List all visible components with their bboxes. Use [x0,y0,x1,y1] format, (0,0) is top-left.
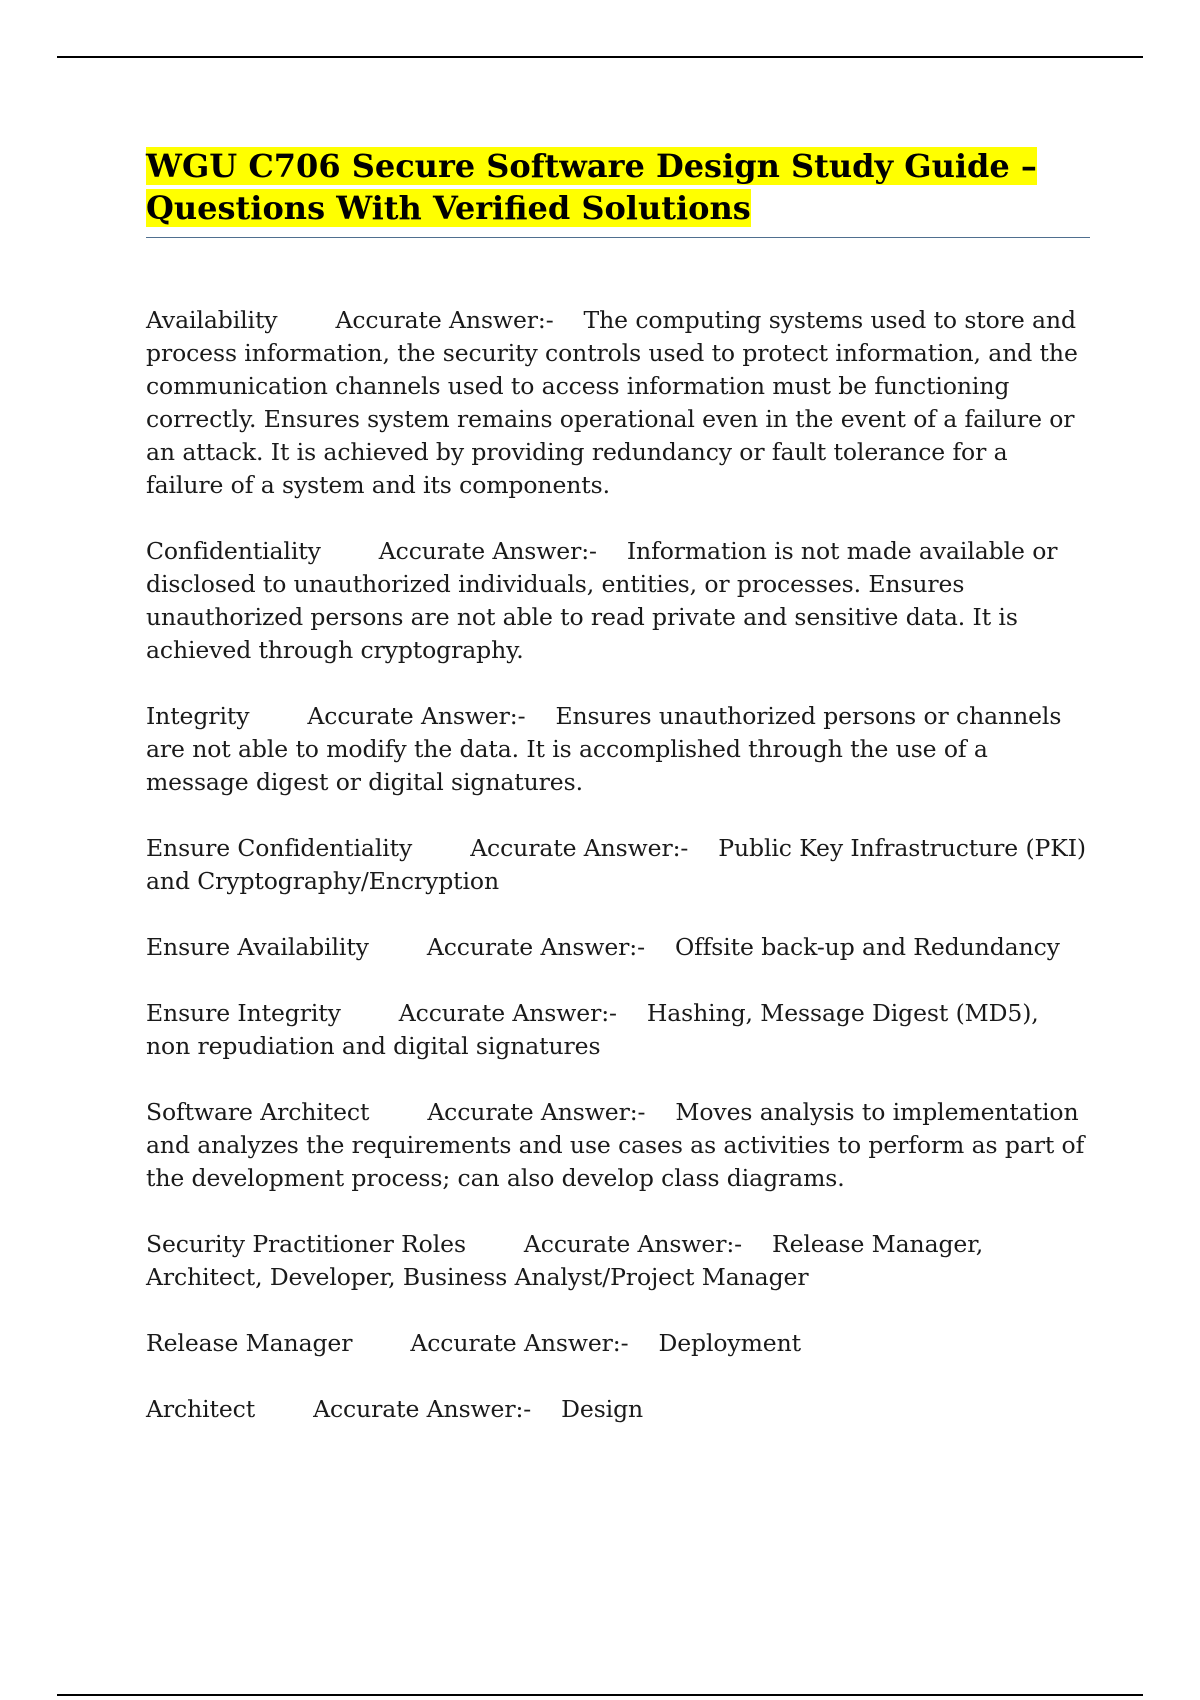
qa-term: Architect [146,1395,256,1423]
qa-answer: Hashing, Message Digest (MD5), non repudiation and digital signatures [146,999,1039,1060]
answer-label: Accurate Answer:- [307,702,526,730]
answer-label: Accurate Answer:- [470,834,689,862]
title-block [146,145,1090,238]
qa-answer: Ensures unauthorized persons or channels are not able to modify the data. It is accomplished through the use of a message digest or digital signatures. [146,702,1062,796]
qa-answer: Release Manager, Architect, Developer, Business Analyst/Project Manager [146,1230,984,1291]
answer-label: Accurate Answer:- [427,1098,646,1126]
answer-label: Accurate Answer:- [398,999,617,1027]
qa-entry [146,931,1090,964]
qa-term: Ensure Availability [146,933,369,961]
qa-term: Integrity [146,702,250,730]
page-bottom-rule [57,1694,1143,1696]
qa-entry [146,1327,1090,1360]
qa-answer: The computing systems used to store and process information, the security controls used to protect information, and the communication channels used to access information must be functioning correctly. Ensures system remains operational even in the event of a failure or an attack. It is achieved by providing redundancy or fault tolerance for a failure of a system and its components. [146,306,1078,499]
answer-label: Accurate Answer:- [313,1395,532,1423]
qa-entry [146,1096,1090,1195]
qa-answer: Design [561,1395,644,1423]
answer-label: Accurate Answer:- [410,1329,629,1357]
qa-term: Ensure Confidentiality [146,834,413,862]
qa-term: Ensure Integrity [146,999,341,1027]
qa-entry [146,304,1090,502]
document-title-text: WGU C706 Secure Software Design Study Guide – Questions With Verified Solutions [146,147,1037,227]
qa-entry [146,700,1090,799]
qa-entry [146,997,1090,1063]
qa-entry [146,535,1090,667]
answer-label: Accurate Answer:- [378,537,597,565]
qa-term: Security Practitioner Roles [146,1230,466,1258]
qa-term: Release Manager [146,1329,353,1357]
page-top-rule [57,56,1143,58]
qa-answer: Moves analysis to implementation and analyzes the requirements and use cases as activities to perform as part of the development process; can also develop class diagrams. [146,1098,1085,1192]
answer-label: Accurate Answer:- [335,306,554,334]
qa-answer: Information is not made available or disclosed to unauthorized individuals, entities, or processes. Ensures unauthorized persons are not able to read private and sensitive data. It is achieved through cryptography. [146,537,1058,664]
qa-answer: Offsite back-up and Redundancy [674,933,1060,961]
answer-label: Accurate Answer:- [523,1230,742,1258]
qa-entry [146,1393,1090,1426]
qa-entry [146,832,1090,898]
qa-answer: Public Key Infrastructure (PKI) and Cryptography/Encryption [146,834,1086,895]
document-title [146,145,1090,229]
document-body [146,145,1090,1459]
qa-term: Confidentiality [146,537,321,565]
qa-entry [146,1228,1090,1294]
answer-label: Accurate Answer:- [426,933,645,961]
qa-term: Availability [146,306,278,334]
qa-answer: Deployment [658,1329,801,1357]
qa-term: Software Architect [146,1098,370,1126]
